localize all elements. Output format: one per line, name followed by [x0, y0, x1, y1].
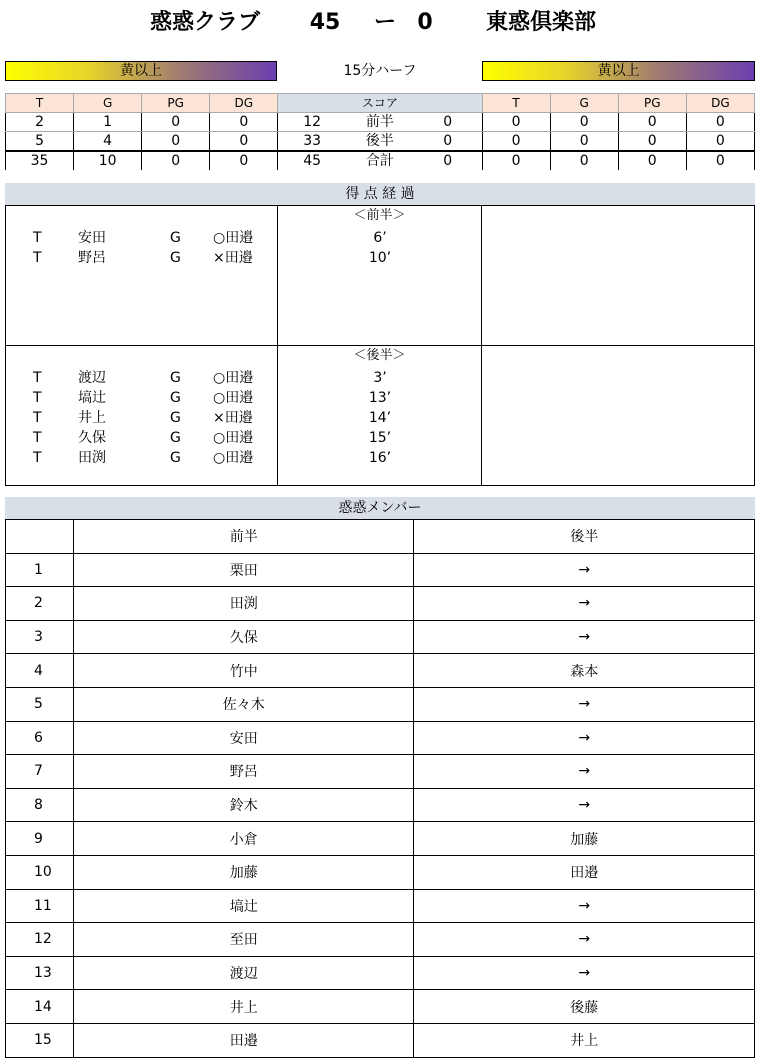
away-team-name: 東惑倶楽部 — [486, 10, 597, 35]
away-jersey-bar: 黄以上 — [482, 61, 755, 81]
score-cell: 0 — [142, 132, 210, 152]
members-header-row — [6, 520, 755, 554]
table-row — [6, 990, 755, 1024]
first-half-header: 前半 — [73, 520, 414, 554]
score-type: T — [33, 430, 42, 446]
kicker: ○田邉 — [213, 390, 254, 406]
score-dash: ー — [373, 10, 396, 35]
first-half-label: ＜前半＞ — [353, 208, 406, 223]
score-cell: 1 — [74, 113, 142, 132]
table-row — [6, 822, 755, 856]
kicker: ×田邉 — [213, 250, 253, 266]
first-half-player: 井上 — [73, 990, 414, 1024]
table-row — [6, 721, 755, 755]
kicker: ○田邉 — [213, 430, 254, 446]
conversion: G — [170, 230, 181, 246]
score-cell: 0 — [550, 113, 618, 132]
score-cell: 5 — [6, 132, 74, 152]
first-half-player: 野呂 — [73, 755, 414, 789]
first-half-player: 佐々木 — [73, 687, 414, 721]
score-time: 13’ — [368, 390, 392, 406]
home-col-t: T — [6, 94, 74, 113]
conversion: G — [170, 450, 181, 466]
scorer: 久保 — [78, 430, 106, 446]
score-row-total — [6, 151, 755, 170]
table-row — [6, 889, 755, 923]
away-col-dg: DG — [686, 94, 754, 113]
home-points: 33 — [278, 132, 346, 152]
first-half-player: 久保 — [73, 620, 414, 654]
position-number: 15 — [6, 1023, 74, 1057]
table-row — [6, 654, 755, 688]
score-time: 15’ — [368, 430, 392, 446]
conversion: G — [170, 430, 181, 446]
second-half-player: → — [414, 687, 755, 721]
score-cell: 0 — [210, 132, 278, 152]
table-row — [6, 755, 755, 789]
second-half-player: → — [414, 721, 755, 755]
first-half-player: 栗田 — [73, 553, 414, 587]
second-half-player: 加藤 — [414, 822, 755, 856]
score-type: T — [33, 390, 42, 406]
position-number: 5 — [6, 687, 74, 721]
first-half-player: 小倉 — [73, 822, 414, 856]
away-points: 0 — [414, 113, 482, 132]
score-time: 3’ — [373, 370, 387, 386]
first-half-player: 田邉 — [73, 1023, 414, 1057]
away-col-g: G — [550, 94, 618, 113]
score-col-header: スコア — [278, 94, 482, 113]
conversion: G — [170, 250, 181, 266]
kicker: ○田邉 — [213, 230, 254, 246]
second-half-player: → — [414, 923, 755, 957]
home-jersey-bar: 黄以上 — [5, 61, 277, 81]
period-label: 後半 — [346, 132, 414, 152]
score-cell: 2 — [6, 113, 74, 132]
scorer: 野呂 — [78, 250, 106, 266]
score-cell: 4 — [74, 132, 142, 152]
first-half-player: 至田 — [73, 923, 414, 957]
conversion: G — [170, 410, 181, 426]
match-format: 15分ハーフ — [343, 63, 417, 79]
position-number: 2 — [6, 587, 74, 621]
table-row — [6, 1023, 755, 1057]
position-number: 8 — [6, 788, 74, 822]
scorer: 田渕 — [78, 450, 106, 466]
position-number: 12 — [6, 923, 74, 957]
table-row — [6, 620, 755, 654]
score-cell: 0 — [550, 132, 618, 152]
second-half-player: 後藤 — [414, 990, 755, 1024]
score-cell: 0 — [142, 151, 210, 170]
away-points: 0 — [443, 153, 453, 169]
score-cell: 10 — [74, 151, 142, 170]
conversion: G — [170, 370, 181, 386]
score-cell: 0 — [482, 132, 550, 152]
away-score: 0 — [417, 10, 433, 35]
score-time: 14’ — [368, 410, 392, 426]
score-type: T — [33, 370, 42, 386]
second-half-player: → — [414, 788, 755, 822]
score-cell: 0 — [142, 113, 210, 132]
table-row — [6, 855, 755, 889]
score-cell: 0 — [482, 113, 550, 132]
score-cell: 0 — [686, 113, 754, 132]
first-half-player: 竹中 — [73, 654, 414, 688]
second-half-header: 後半 — [414, 520, 755, 554]
second-half-player: → — [414, 755, 755, 789]
position-number: 14 — [6, 990, 74, 1024]
first-half-player: 塙辻 — [73, 889, 414, 923]
members-title: 惑惑メンバー — [5, 497, 755, 519]
score-cell: 0 — [550, 151, 618, 170]
score-cell: 0 — [210, 113, 278, 132]
second-half-player: → — [414, 956, 755, 990]
score-row-second-half — [6, 132, 755, 152]
home-points: 12 — [278, 113, 346, 132]
score-cell: 0 — [210, 151, 278, 170]
score-type: T — [33, 230, 42, 246]
second-half-label: ＜後半＞ — [353, 348, 406, 363]
away-points: 0 — [414, 132, 482, 152]
second-half-player: 森本 — [414, 654, 755, 688]
second-half-player: 田邉 — [414, 855, 755, 889]
members-table — [5, 519, 755, 1058]
second-half-player: → — [414, 889, 755, 923]
score-cell: 0 — [482, 151, 550, 170]
score-time: 16’ — [368, 450, 392, 466]
score-type: T — [33, 450, 42, 466]
score-cell: 35 — [6, 151, 74, 170]
conversion: G — [170, 390, 181, 406]
table-row — [6, 956, 755, 990]
position-number: 4 — [6, 654, 74, 688]
home-score: 45 — [309, 10, 341, 35]
first-half-box — [5, 205, 755, 346]
position-number: 1 — [6, 553, 74, 587]
second-half-player: → — [414, 553, 755, 587]
home-team-name: 惑惑クラブ — [150, 10, 261, 35]
second-half-player: 井上 — [414, 1023, 755, 1057]
kicker: ×田邉 — [213, 410, 253, 426]
table-row — [6, 788, 755, 822]
away-col-pg: PG — [618, 94, 686, 113]
second-half-player: → — [414, 587, 755, 621]
first-half-player: 鈴木 — [73, 788, 414, 822]
home-col-dg: DG — [210, 94, 278, 113]
kicker: ○田邉 — [213, 370, 254, 386]
score-time: 6’ — [373, 230, 387, 246]
score-cell: 0 — [618, 151, 686, 170]
home-col-pg: PG — [142, 94, 210, 113]
period-label: 前半 — [346, 113, 414, 132]
first-half-player: 田渕 — [73, 587, 414, 621]
score-time: 10’ — [368, 250, 392, 266]
position-number: 10 — [6, 855, 74, 889]
table-row — [6, 687, 755, 721]
home-points: 45 — [303, 153, 322, 169]
first-half-player: 渡辺 — [73, 956, 414, 990]
position-number: 3 — [6, 620, 74, 654]
score-cell: 0 — [618, 113, 686, 132]
first-half-player: 加藤 — [73, 855, 414, 889]
scorer: 塙辻 — [78, 390, 106, 406]
score-cell: 0 — [618, 132, 686, 152]
position-number: 13 — [6, 956, 74, 990]
period-label: 合計 — [365, 153, 394, 169]
score-type: T — [33, 250, 42, 266]
table-row — [6, 587, 755, 621]
scorer: 井上 — [78, 410, 106, 426]
second-half-player: → — [414, 620, 755, 654]
scorer: 安田 — [78, 230, 106, 246]
score-type: T — [33, 410, 42, 426]
first-half-player: 安田 — [73, 721, 414, 755]
table-row — [6, 923, 755, 957]
score-cell: 0 — [686, 151, 754, 170]
position-number: 11 — [6, 889, 74, 923]
kicker: ○田邉 — [213, 450, 254, 466]
progress-title: 得 点 経 過 — [5, 183, 755, 205]
position-number: 9 — [6, 822, 74, 856]
score-cell: 0 — [686, 132, 754, 152]
score-table — [5, 93, 755, 170]
score-row-first-half — [6, 113, 755, 132]
scorer: 渡辺 — [78, 370, 106, 386]
position-number: 7 — [6, 755, 74, 789]
table-row — [6, 553, 755, 587]
position-number: 6 — [6, 721, 74, 755]
home-col-g: G — [74, 94, 142, 113]
away-col-t: T — [482, 94, 550, 113]
no-header — [6, 520, 74, 554]
